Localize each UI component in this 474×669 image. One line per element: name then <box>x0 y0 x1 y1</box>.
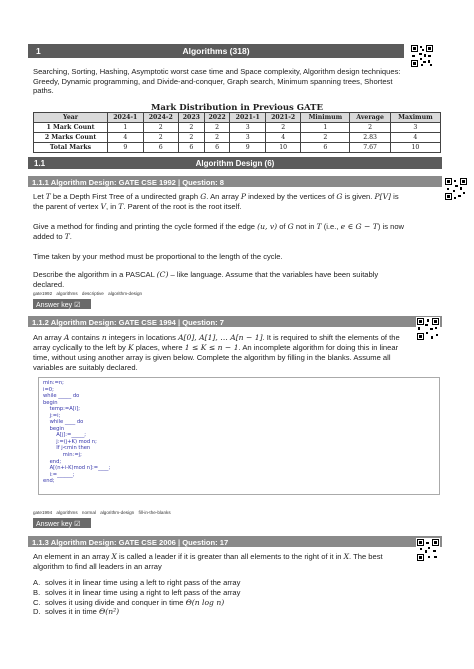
table-cell: 1 <box>108 123 143 133</box>
table-header-cell: 2021-1 <box>230 113 265 123</box>
table-row-label: Total Marks <box>34 143 108 153</box>
question-heading: 1.1.1 Algorithm Design: GATE CSE 1992 | Question: 8 <box>28 176 442 187</box>
table-cell: 2 <box>143 123 178 133</box>
table-cell: 2 <box>301 133 350 143</box>
table-header-cell: 2024-2 <box>143 113 178 123</box>
table-cell: 2.83 <box>350 133 390 143</box>
table-cell: 3 <box>230 123 265 133</box>
qr-code-icon[interactable] <box>444 177 468 201</box>
table-header-cell: Average <box>350 113 390 123</box>
chapter-topics: Searching, Sorting, Hashing, Asymptotic worst case time and Space complexity, Algorithm design techniques: Greedy, Dynamic programming, and Divide-and-conquer, Graph search, Minimum spanning trees, Shortest paths. <box>33 67 401 96</box>
table-cell: 6 <box>143 143 178 153</box>
option-label: D. <box>33 607 41 617</box>
table-cell: 2 <box>204 123 230 133</box>
chapter-header <box>28 44 404 58</box>
table-cell: 2 <box>265 123 300 133</box>
option-label: C. <box>33 597 41 607</box>
table-cell: 6 <box>204 143 230 153</box>
table-cell: 4 <box>390 133 440 143</box>
table-cell: 9 <box>230 143 265 153</box>
chapter-title: Algorithms (318) <box>182 46 250 56</box>
table-cell: 2 <box>143 133 178 143</box>
qr-code-icon[interactable] <box>416 538 440 562</box>
question-tags[interactable]: gate1994 algorithms normal algorithm-design fill-in-the-blanks <box>33 510 171 515</box>
question-paragraph: Describe the algorithm in a PASCAL (C) – like language. Assume that the variables have been suitably declared. <box>33 270 379 289</box>
table-cell: 9 <box>108 143 143 153</box>
section-title: Algorithm Design (6) <box>195 158 275 168</box>
question-heading: 1.1.2 Algorithm Design: GATE CSE 1994 | Question: 7 <box>28 316 442 327</box>
question-tags[interactable]: gate1992 algorithms descriptive algorithm-design <box>33 291 143 296</box>
option-text: solves it in time <box>45 607 100 617</box>
option-math: Θ(n²) <box>99 607 120 617</box>
qr-code-icon[interactable] <box>416 317 440 341</box>
table-header-cell: Year <box>34 113 108 123</box>
option-text: solves it in linear time using a left to right pass of the array <box>45 578 241 587</box>
table-header-cell: 2021-2 <box>265 113 300 123</box>
mark-table-title: Mark Distribution in Previous GATE <box>151 103 323 113</box>
table-cell: 6 <box>178 143 204 153</box>
table-cell: 2 <box>204 133 230 143</box>
table-cell: 1 <box>301 123 350 133</box>
qr-code-icon[interactable] <box>410 44 434 68</box>
question-paragraph: Give a method for finding and printing the cycle formed if the edge (u, v) of G not in T (i.e., e ∈ G − T) is now added to T. <box>33 222 405 241</box>
question-paragraph: An element in an array X is called a leader if it is greater than all elements to the right of it in X. The best algorithm to find all leaders in an array <box>33 552 383 571</box>
section-number: 1.1 <box>34 158 46 168</box>
option-math: Θ(n log n) <box>185 597 225 607</box>
table-cell: 2 <box>178 133 204 143</box>
table-row <box>34 133 441 143</box>
option-text: solves it in linear time using a right to left pass of the array <box>45 587 241 597</box>
answer-key-button[interactable]: Answer key ☑ <box>33 518 91 528</box>
answer-options <box>33 578 413 617</box>
algorithm-code: min:=n; i=0; while _____ do begin temp:=A[i]; j:=i; while ____ do begin A[j]:=_____; j:=(j+K) mod n; If j<min then min:=j; end; A[(n+i-K)mod n]:=____; i:=______; end; <box>43 380 111 485</box>
question-paragraph: Time taken by your method must be proportional to the length of the cycle. <box>33 252 283 261</box>
chapter-number: 1 <box>36 46 41 56</box>
question-paragraph: Let T be a Depth First Tree of a undirected graph G. An array P indexed by the vertices of G is given. P[V] is the parent of vertex V, in T. Parent of the root is the root itself. <box>33 192 399 211</box>
table-header-cell: Minimum <box>301 113 350 123</box>
answer-option[interactable] <box>33 598 413 608</box>
code-block <box>38 377 440 495</box>
table-header-cell: Maximum <box>390 113 440 123</box>
table-header-cell: 2024-1 <box>108 113 143 123</box>
table-cell: 10 <box>390 143 440 153</box>
table-cell: 2 <box>350 123 390 133</box>
table-row <box>34 143 441 153</box>
table-cell: 7.67 <box>350 143 390 153</box>
table-header-cell: 2022 <box>204 113 230 123</box>
table-row-label: 2 Marks Count <box>34 133 108 143</box>
question-paragraph: An array A contains n integers in locations A[0], A[1], … A[n − 1]. It is required to shift the elements of the array cyclically to the left by K places, where 1 ≤ K ≤ n − 1. An incomplete algorithm for doing this in linear time, without using another array is given below. Complete the algorithm by filling in the blanks. Assume all variables are suitably declared. <box>33 333 400 372</box>
table-cell: 3 <box>230 133 265 143</box>
option-text: solves it using divide and conquer in time <box>45 597 186 607</box>
question-heading: 1.1.3 Algorithm Design: GATE CSE 2006 | Question: 17 <box>28 536 442 547</box>
option-label: B. <box>33 587 41 597</box>
table-cell: 4 <box>108 133 143 143</box>
section-header <box>28 157 442 169</box>
answer-option[interactable] <box>33 578 413 588</box>
table-row-label: 1 Mark Count <box>34 123 108 133</box>
table-cell: 10 <box>265 143 300 153</box>
table-cell: 3 <box>390 123 440 133</box>
table-header-cell: 2023 <box>178 113 204 123</box>
answer-option[interactable] <box>33 588 413 598</box>
table-cell: 6 <box>301 143 350 153</box>
mark-distribution-table <box>33 112 441 153</box>
table-row <box>34 123 441 133</box>
table-header-row <box>34 113 441 123</box>
table-cell: 4 <box>265 133 300 143</box>
table-cell: 2 <box>178 123 204 133</box>
answer-option[interactable] <box>33 607 413 617</box>
option-label: A. <box>33 578 41 587</box>
answer-key-button[interactable]: Answer key ☑ <box>33 299 91 309</box>
